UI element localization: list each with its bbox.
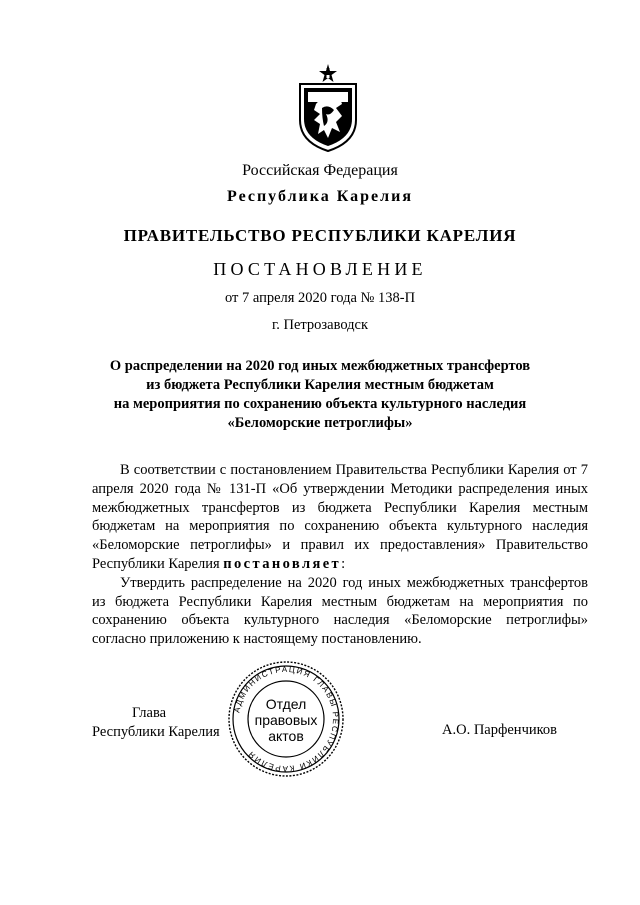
body-paragraph — [92, 461, 588, 574]
signatory-title-line: Республики Карелия — [92, 724, 220, 740]
signatory-title-line: Глава — [132, 705, 167, 721]
signatory-name: А.О. Парфенчиков — [442, 722, 558, 738]
signatory-title — [92, 704, 220, 742]
karelia-coat-of-arms-icon — [296, 64, 360, 152]
subject-line: О распределении на 2020 год иных межбюджетных трансфертов — [109, 358, 531, 374]
region-name: Республика Карелия — [227, 188, 413, 205]
operative-word: постановляет — [223, 555, 342, 572]
stamp-center-line: Отдел — [265, 696, 307, 712]
paragraph-end: : — [341, 555, 346, 572]
country-name: Российская Федерация — [242, 162, 398, 179]
document-body — [92, 461, 588, 649]
subject-line: «Беломорские петроглифы» — [227, 415, 413, 431]
paragraph-text: В соответствии с постановлением Правительства Республики Карелия от 7 апреля 2020 года № 131-П «Об утверждении Методики распределения иных межбюджетных трансфертов из бюджета Республики Карелия местным бюджетам на мероприятия по сохранению объекта культурного наследия «Беломорские петроглифы» и правил их предоставления» Правительство Республики Карелия — [92, 462, 588, 572]
body-paragraph: Утвердить распределение на 2020 год иных межбюджетных трансфертов из бюджета Республики Карелия местным бюджетам на мероприятия по сохранению объекта культурного наследия «Беломорские петроглифы» согласно приложению к настоящему постановлению. — [92, 574, 588, 648]
authority-name: ПРАВИТЕЛЬСТВО РЕСПУБЛИКИ КАРЕЛИЯ — [123, 226, 517, 245]
official-stamp — [226, 659, 346, 779]
document-subject — [60, 357, 580, 433]
subject-line: на мероприятия по сохранению объекта культурного наследия — [113, 396, 527, 412]
document-type: ПОСТАНОВЛЕНИЕ — [213, 259, 427, 279]
stamp-center-line: правовых — [254, 712, 318, 728]
stamp-ring-text: АДМИНИСТРАЦИЯ ГЛАВЫ РЕСПУБЛИКИ КАРЕЛИЯ — [232, 664, 341, 774]
date-and-number: от 7 апреля 2020 года № 138-П — [224, 290, 416, 306]
subject-line: из бюджета Республики Карелия местным бюджетам — [146, 377, 494, 393]
stamp-center-line: актов — [268, 728, 304, 744]
city: г. Петрозаводск — [271, 317, 369, 333]
